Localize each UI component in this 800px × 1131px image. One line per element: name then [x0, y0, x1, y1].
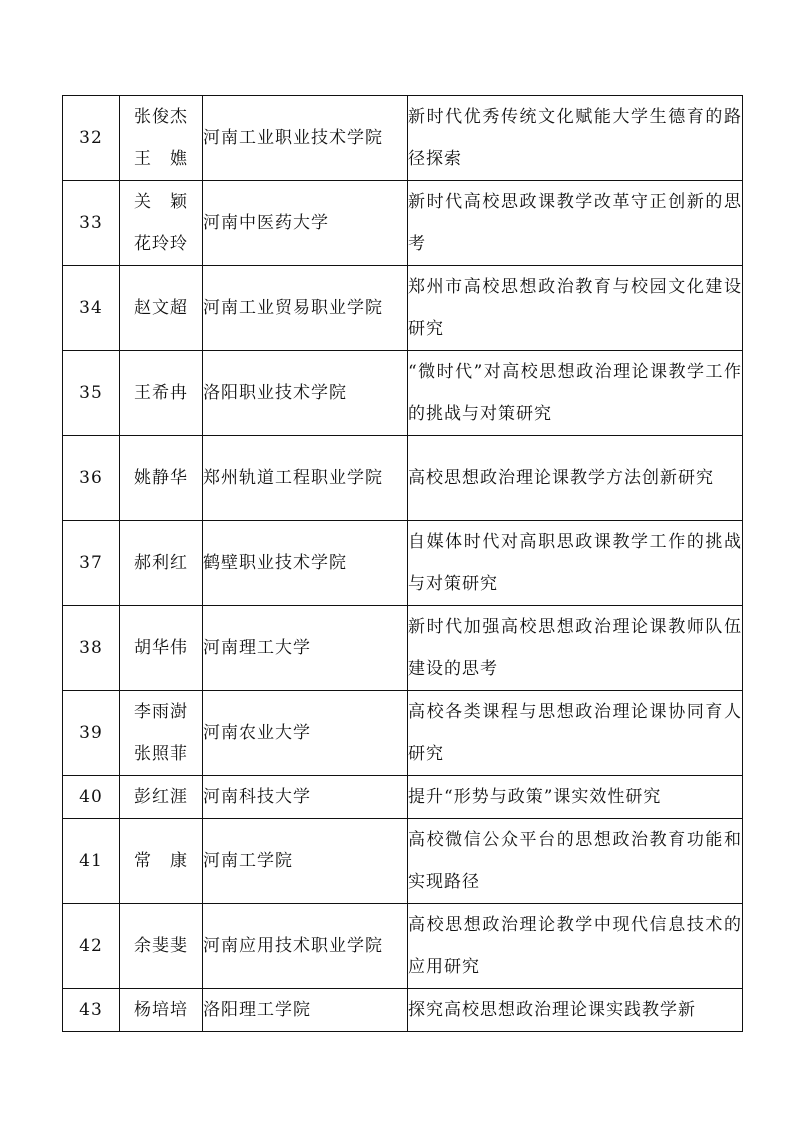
author-name: 王 嫶	[134, 149, 188, 169]
author-name: 彭红涯	[134, 787, 188, 807]
research-topic: 高校各类课程与思想政治理论课协同育人研究	[408, 691, 743, 776]
author-names	[120, 691, 203, 776]
author-names	[120, 521, 203, 606]
institution: 河南应用技术职业学院	[203, 904, 408, 989]
author-names	[120, 904, 203, 989]
table-row	[63, 436, 743, 521]
author-name: 郝利红	[134, 553, 188, 573]
author-names	[120, 776, 203, 819]
author-name: 关 颖	[134, 192, 188, 212]
table-row	[63, 776, 743, 819]
institution: 郑州轨道工程职业学院	[203, 436, 408, 521]
row-number: 39	[63, 691, 120, 776]
institution: 河南工学院	[203, 819, 408, 904]
row-number: 41	[63, 819, 120, 904]
author-name: 余斐斐	[134, 936, 188, 956]
author-name: 常 康	[134, 851, 188, 871]
table-row	[63, 904, 743, 989]
table-row	[63, 266, 743, 351]
institution: 洛阳理工学院	[203, 989, 408, 1032]
row-number: 34	[63, 266, 120, 351]
research-topic: 高校思想政治理论课教学方法创新研究	[408, 436, 743, 521]
research-topic: 新时代高校思政课教学改革守正创新的思考	[408, 181, 743, 266]
author-names	[120, 606, 203, 691]
research-topic: 高校思想政治理论教学中现代信息技术的应用研究	[408, 904, 743, 989]
table-row	[63, 351, 743, 436]
row-number: 32	[63, 96, 120, 181]
author-names	[120, 819, 203, 904]
author-name: 赵文超	[134, 298, 188, 318]
table-row	[63, 96, 743, 181]
institution: 河南工业贸易职业学院	[203, 266, 408, 351]
row-number: 37	[63, 521, 120, 606]
author-names	[120, 96, 203, 181]
research-topic: 自媒体时代对高职思政课教学工作的挑战与对策研究	[408, 521, 743, 606]
institution: 鹤壁职业技术学院	[203, 521, 408, 606]
institution: 洛阳职业技术学院	[203, 351, 408, 436]
author-name: 张照菲	[134, 744, 188, 764]
table-row	[63, 181, 743, 266]
table-row	[63, 606, 743, 691]
research-topic: 新时代加强高校思想政治理论课教师队伍建设的思考	[408, 606, 743, 691]
author-names	[120, 989, 203, 1032]
author-name: 李雨澍	[134, 702, 188, 722]
research-topic: 高校微信公众平台的思想政治教育功能和实现路径	[408, 819, 743, 904]
author-names	[120, 436, 203, 521]
row-number: 43	[63, 989, 120, 1032]
table-row	[63, 989, 743, 1032]
row-number: 36	[63, 436, 120, 521]
table-row	[63, 819, 743, 904]
author-name: 姚静华	[134, 468, 188, 488]
research-topic: 郑州市高校思想政治教育与校园文化建设研究	[408, 266, 743, 351]
author-names	[120, 266, 203, 351]
research-topic: 新时代优秀传统文化赋能大学生德育的路径探索	[408, 96, 743, 181]
row-number: 42	[63, 904, 120, 989]
row-number: 35	[63, 351, 120, 436]
row-number: 38	[63, 606, 120, 691]
author-name: 胡华伟	[134, 638, 188, 658]
row-number: 33	[63, 181, 120, 266]
author-name: 杨培培	[134, 1000, 188, 1020]
institution: 河南农业大学	[203, 691, 408, 776]
author-names	[120, 351, 203, 436]
institution: 河南理工大学	[203, 606, 408, 691]
awards-table	[62, 95, 743, 1032]
author-name: 花玲玲	[134, 234, 188, 254]
table-row	[63, 521, 743, 606]
research-topic: 探究高校思想政治理论课实践教学新	[408, 989, 743, 1032]
institution: 河南中医药大学	[203, 181, 408, 266]
institution: 河南工业职业技术学院	[203, 96, 408, 181]
author-names	[120, 181, 203, 266]
author-name: 王希冉	[134, 383, 188, 403]
research-topic: 提升“形势与政策”课实效性研究	[408, 776, 743, 819]
research-topic: “微时代”对高校思想政治理论课教学工作的挑战与对策研究	[408, 351, 743, 436]
table-row	[63, 691, 743, 776]
author-name: 张俊杰	[134, 107, 188, 127]
institution: 河南科技大学	[203, 776, 408, 819]
row-number: 40	[63, 776, 120, 819]
